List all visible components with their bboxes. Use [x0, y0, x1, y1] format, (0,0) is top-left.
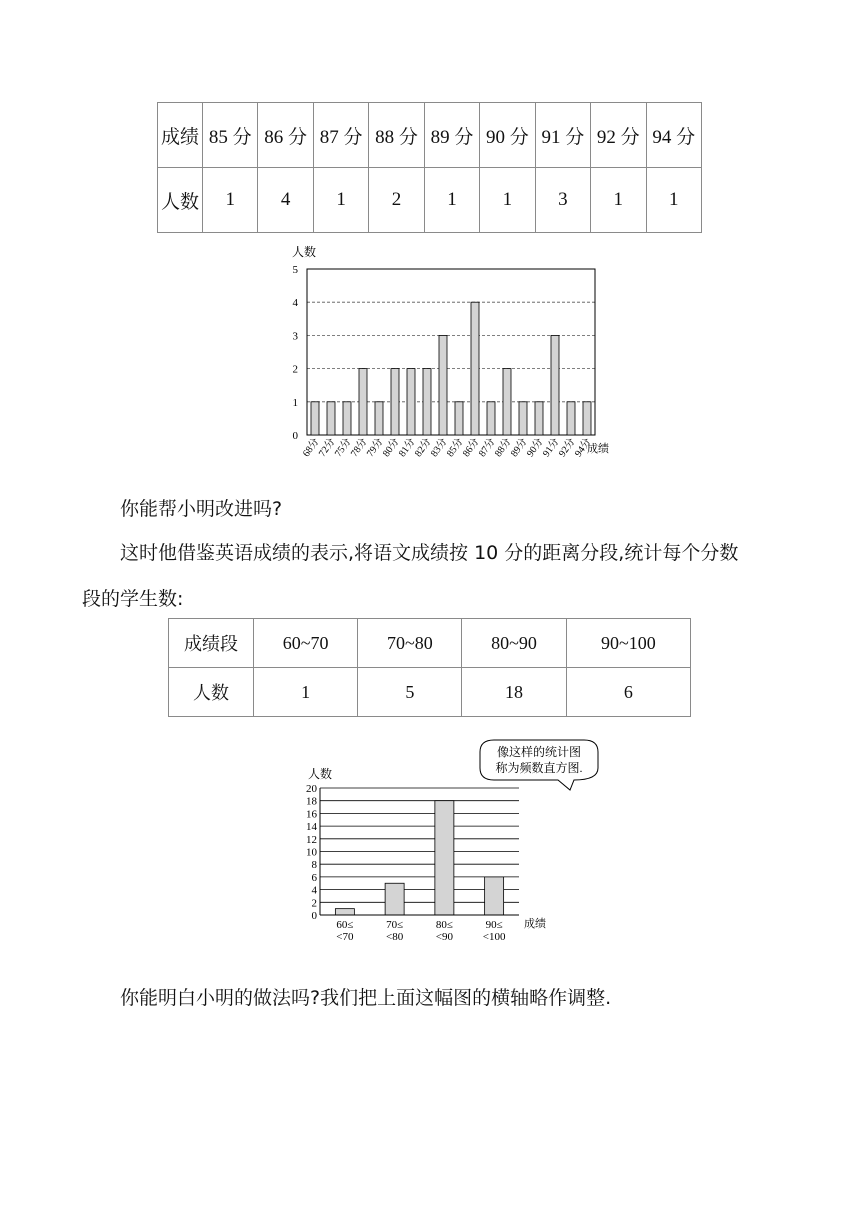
explanation-line-1: 这时他借鉴英语成绩的表示,将语文成绩按 10 分的距离分段,统计每个分数 — [120, 542, 739, 564]
chart1-xtick-label: 81分 — [396, 436, 418, 460]
chart1-bar — [327, 402, 335, 435]
chart1-ytick-label: 1 — [292, 396, 298, 409]
chart1-bar — [375, 402, 383, 435]
chart1-bar — [407, 369, 415, 435]
chart1-bar — [583, 402, 591, 435]
chart1-bar — [503, 369, 511, 435]
chart2-ytick-label: 18 — [306, 795, 317, 808]
chart1-xtick-label: 85分 — [444, 436, 466, 460]
chart1-xtick-label: 78分 — [348, 436, 370, 460]
chart2-ytick-label: 16 — [306, 808, 317, 821]
chart1-bar — [551, 335, 559, 435]
closing-paragraph: 你能明白小明的做法吗?我们把上面这幅图的横轴略作调整. — [120, 987, 612, 1009]
chart2-xlabel: 成绩 — [524, 918, 546, 930]
count-header-cell: 人数 — [158, 168, 203, 233]
range-cell: 90~100 — [566, 619, 690, 668]
score-cell: 91 分 — [535, 103, 590, 168]
explanation-line-2: 段的学生数: — [82, 588, 184, 610]
range-cell: 80~90 — [462, 619, 566, 668]
chart1-xtick-label: 72分 — [316, 436, 338, 460]
chart1-xtick-label: 80分 — [380, 436, 402, 460]
chart1-xtick-label: 91分 — [540, 436, 562, 460]
bubble-line-1: 像这样的统计图 — [496, 745, 582, 759]
range-cell: 70~80 — [358, 619, 462, 668]
chart1-xtick-label: 89分 — [508, 436, 530, 460]
range-cell: 60~70 — [254, 619, 358, 668]
count-cell: 1 — [646, 168, 702, 233]
chart1-bar — [439, 335, 447, 435]
chart1-xtick-label: 79分 — [364, 436, 386, 460]
range-count-cell: 6 — [566, 668, 690, 717]
chart1-bar — [471, 302, 479, 435]
chart2-xtick-label: <80 — [386, 931, 404, 943]
count-cell: 2 — [369, 168, 424, 233]
chart1-bar — [423, 369, 431, 435]
chart1-xtick-label: 90分 — [524, 436, 546, 460]
count-row — [158, 168, 702, 233]
chart2-ytick-label: 8 — [311, 859, 317, 872]
score-cell: 86 分 — [258, 103, 313, 168]
range-header-cell: 成绩段 — [169, 619, 254, 668]
chart2-ytick-label: 12 — [306, 833, 317, 846]
chart1-bar — [455, 402, 463, 435]
range-row — [169, 619, 691, 668]
chart2-bar — [335, 909, 354, 915]
range-count-row — [169, 668, 691, 717]
chart2-ytick-label: 14 — [306, 821, 317, 834]
chart1-xtick-label: 83分 — [428, 436, 450, 460]
bubble-line-2: 称为频数直方图. — [495, 761, 583, 775]
chart1-xtick-label: 94分 — [572, 436, 594, 460]
range-count-header-cell: 人数 — [169, 668, 254, 717]
count-cell: 4 — [258, 168, 313, 233]
chart2-ytick-label: 4 — [311, 884, 317, 897]
chart2-ytick-label: 2 — [311, 897, 317, 910]
score-row — [158, 103, 702, 168]
chart1-ytick-label: 4 — [292, 297, 298, 310]
chart2-bar — [485, 877, 504, 915]
score-cell: 87 分 — [313, 103, 368, 168]
score-header-cell: 成绩 — [158, 103, 203, 168]
score-cell: 94 分 — [646, 103, 702, 168]
chart2-ytick-label: 6 — [311, 871, 317, 884]
chart2-ytick-label: 20 — [306, 783, 317, 795]
chart1-ytick-label: 5 — [292, 264, 298, 276]
chart2-bar — [385, 883, 404, 915]
chart1-xtick-label: 82分 — [412, 436, 434, 460]
chart1-xlabel: 成绩 — [587, 443, 609, 455]
chart2-xtick-label: 90≤ — [485, 919, 503, 931]
chart1-ylabel: 人数 — [292, 245, 317, 259]
score-cell: 92 分 — [591, 103, 646, 168]
score-cell: 89 分 — [424, 103, 479, 168]
chart2-xtick-label: <90 — [435, 931, 453, 943]
range-count-cell: 1 — [254, 668, 358, 717]
chart1-bar — [487, 402, 495, 435]
question-paragraph: 你能帮小明改进吗? — [120, 498, 283, 520]
count-cell: 1 — [424, 168, 479, 233]
chart1-xtick-label: 68分 — [300, 436, 322, 460]
chart2-ytick-label: 0 — [311, 910, 317, 922]
chart1-bar — [391, 369, 399, 435]
chart2-xtick-label: <100 — [482, 931, 506, 943]
chart2-xtick-label: 70≤ — [386, 919, 404, 931]
range-count-cell: 5 — [358, 668, 462, 717]
count-cell: 1 — [203, 168, 258, 233]
chart2-xtick-label: 80≤ — [435, 919, 453, 931]
chart1-ytick-label: 3 — [292, 330, 298, 343]
chart1-xtick-label: 75分 — [332, 436, 354, 460]
score-cell: 88 分 — [369, 103, 424, 168]
chart1-ytick-label: 0 — [292, 430, 298, 442]
score-table — [157, 102, 702, 233]
chart2-xtick-label: <70 — [336, 931, 354, 943]
score-cell: 85 分 — [203, 103, 258, 168]
count-cell: 1 — [313, 168, 368, 233]
chart1-xtick-label: 87分 — [476, 436, 498, 460]
score-bar-chart — [280, 240, 620, 470]
chart1-bar — [535, 402, 543, 435]
count-cell: 1 — [591, 168, 646, 233]
chart2-bar — [435, 801, 454, 915]
chart1-bar — [311, 402, 319, 435]
chart1-ytick-label: 2 — [292, 363, 298, 376]
speech-bubble — [480, 740, 598, 790]
chart1-bar — [359, 369, 367, 435]
chart1-bar — [567, 402, 575, 435]
count-cell: 3 — [535, 168, 590, 233]
chart2-ylabel: 人数 — [308, 767, 333, 781]
chart1-xtick-label: 92分 — [556, 436, 578, 460]
range-table — [168, 618, 691, 717]
chart1-xtick-label: 86分 — [460, 436, 482, 460]
score-cell: 90 分 — [480, 103, 535, 168]
frequency-histogram — [280, 732, 620, 947]
chart1-bar — [519, 402, 527, 435]
range-count-cell: 18 — [462, 668, 566, 717]
chart1-xtick-label: 88分 — [492, 436, 514, 460]
count-cell: 1 — [480, 168, 535, 233]
chart2-ytick-label: 10 — [306, 846, 317, 859]
chart2-xtick-label: 60≤ — [336, 919, 354, 931]
chart1-bar — [343, 402, 351, 435]
